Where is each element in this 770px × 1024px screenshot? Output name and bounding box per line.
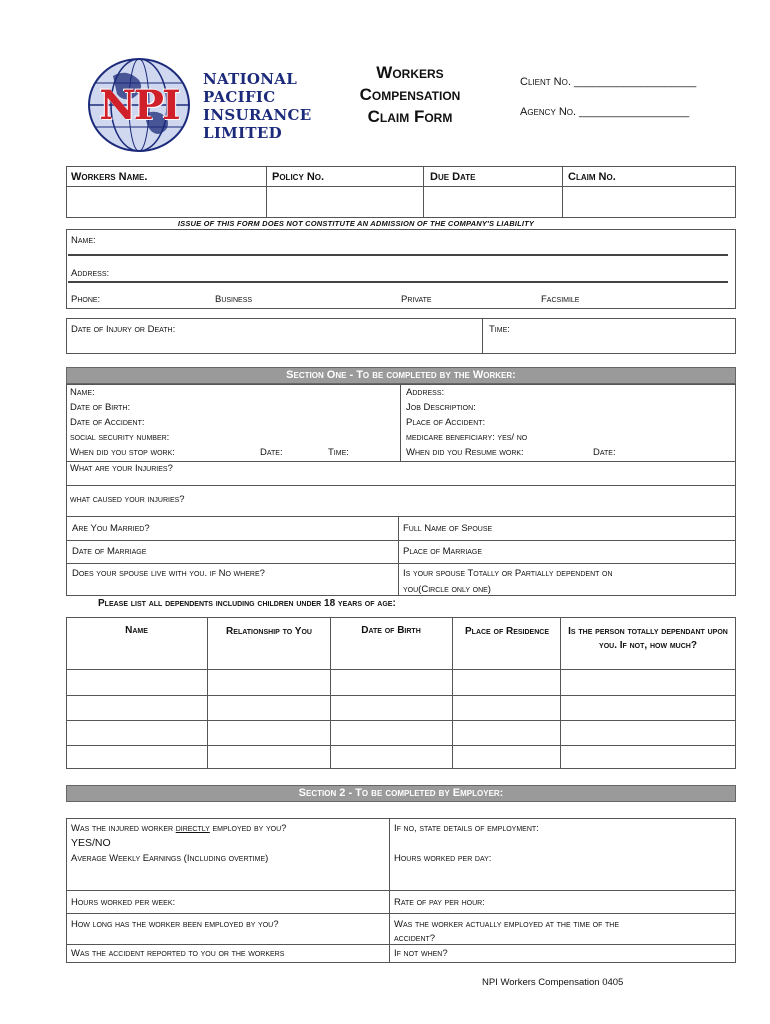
spouse-name-label: Full Name of Spouse <box>403 523 493 534</box>
married-label: Are You Married? <box>72 523 150 534</box>
name-label: Name: <box>71 235 96 246</box>
q-how-long-employed: How long has the worker been employed by you? <box>71 919 279 930</box>
q-state-details: If no, state details of employment: <box>394 823 539 834</box>
s1-dob-label: Date of Birth: <box>70 402 131 413</box>
q-weekly-earnings: Average Weekly Earnings (Including overtime) <box>71 853 269 864</box>
s1-job-label: Job Description: <box>406 402 476 413</box>
phone-label: Phone: <box>71 294 101 305</box>
s1-place-accident-label: Place of Accident: <box>406 417 486 428</box>
s1-resume-date-label: Date: <box>593 447 616 458</box>
q-rate-per-hour: Rate of pay per hour: <box>394 897 485 908</box>
q-directly-employed: Was the injured worker directly employed by you? <box>71 823 287 834</box>
s1-stop-time-label: Time: <box>328 447 349 458</box>
caused-label: what caused your injuries? <box>70 494 185 505</box>
s1-address-label: Address: <box>406 387 445 398</box>
logo-company-name: NATIONAL PACIFIC INSURANCE LIMITED <box>203 70 312 142</box>
place-marriage-label: Place of Marriage <box>403 546 483 557</box>
s1-stop-work-label: When did you stop work: <box>70 447 175 458</box>
workers-name-header: Workers Name. <box>71 171 148 183</box>
private-label: Private <box>401 294 432 305</box>
time-label: Time: <box>489 324 510 335</box>
q-accident-reported: Was the accident reported to you or the workers <box>71 948 285 959</box>
s1-resume-work-label: When did you Resume work: <box>406 447 524 458</box>
spouse-live-label: Does your spouse live with you. if No where? <box>72 568 265 579</box>
date-of-injury-label: Date of Injury or Death: <box>71 324 176 335</box>
q-if-not-when: If not when? <box>394 948 448 959</box>
s1-ssn-label: social security number: <box>70 432 170 443</box>
company-logo <box>83 56 195 154</box>
q-hours-per-day: Hours worked per day: <box>394 853 492 864</box>
logo-letters: NPI <box>99 82 179 129</box>
injuries-label: What are your Injuries? <box>70 463 173 474</box>
dep-header-name: Name <box>125 625 148 636</box>
q-hours-per-week: Hours worked per week: <box>71 897 176 908</box>
dep-header-residence: Place of Residence <box>465 626 550 637</box>
top-table <box>66 166 736 218</box>
liability-disclaimer: ISSUE OF THIS FORM DOES NOT CONSTITUTE AN ADMISSION OF THE COMPANY'S LIABILITY <box>177 219 535 228</box>
agency-no-field[interactable]: Agency No. __________________ <box>520 106 690 118</box>
policy-no-header: Policy No. <box>272 171 325 183</box>
spouse-dependent-label-1: Is your spouse Totally or Partially dependent on <box>403 568 613 579</box>
due-date-header: Due Date <box>430 171 476 183</box>
facsimile-label: Facsimile <box>541 294 580 305</box>
form-title: Workers Compensation Claim Form <box>359 63 461 126</box>
business-label: Business <box>215 294 253 305</box>
s1-medicare-label: medicare beneficiary: yes/ no <box>406 432 528 443</box>
section-one-body <box>66 384 736 596</box>
section-one-header: Section One - To be completed by the Worker: <box>66 367 736 384</box>
date-marriage-label: Date of Marriage <box>72 546 147 557</box>
dep-header-dob: Date of Birth <box>361 625 421 636</box>
address-label: Address: <box>71 268 110 279</box>
q-actually-employed-2: accident? <box>394 933 436 944</box>
q-directly-answer: YES/NO <box>71 837 111 849</box>
spouse-dependent-label-2: you(Circle only one) <box>403 584 491 595</box>
s1-stop-date-label: Date: <box>260 447 283 458</box>
dep-header-dependant: Is the person totally dependant upon you. If not, how much? <box>568 626 728 651</box>
dep-header-relationship: Relationship to You <box>226 626 312 637</box>
s1-name-label: Name: <box>70 387 95 398</box>
q-actually-employed-1: Was the worker actually employed at the time of the <box>394 919 619 930</box>
section-two-header: Section 2 - To be completed by Employer: <box>66 785 736 802</box>
dependents-instruction: Please list all dependents including children under 18 years of age: <box>98 598 396 609</box>
client-no-field[interactable]: Client No. ____________________ <box>520 76 697 88</box>
footer-form-code: NPI Workers Compensation 0405 <box>482 977 624 988</box>
s1-date-accident-label: Date of Accident: <box>70 417 145 428</box>
claim-no-header: Claim No. <box>568 171 616 183</box>
